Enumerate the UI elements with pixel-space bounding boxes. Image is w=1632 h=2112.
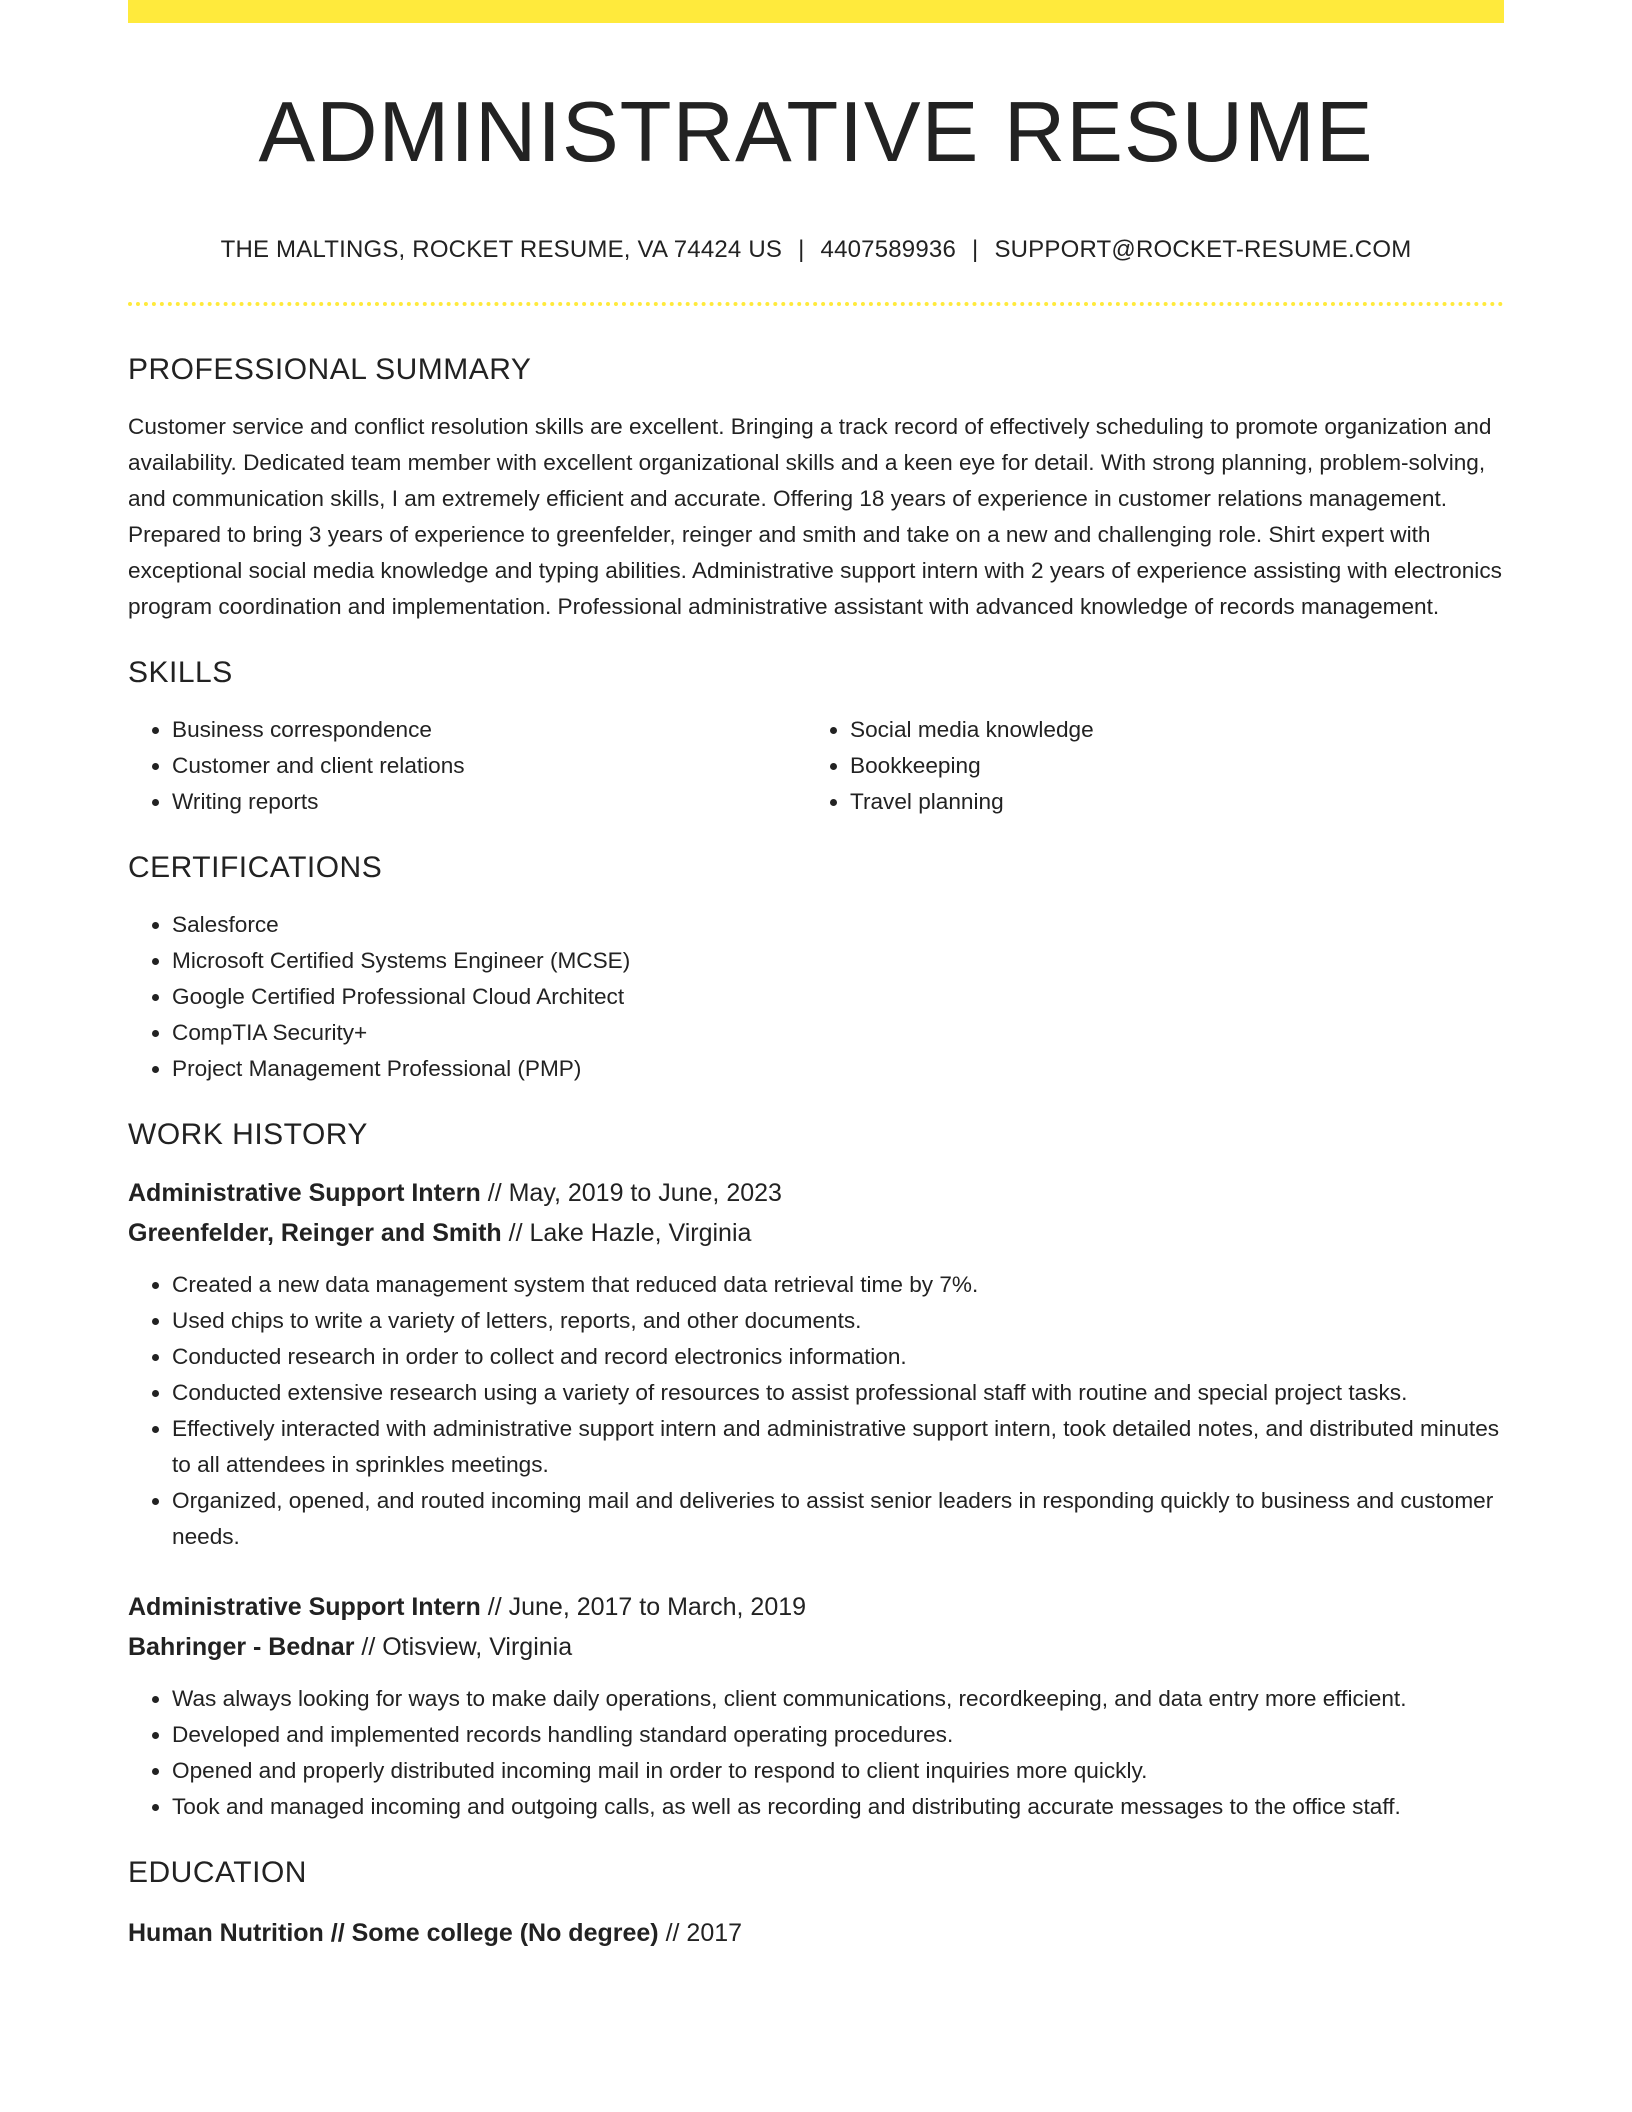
- education-line: [128, 1913, 1504, 1953]
- address: THE MALTINGS, ROCKET RESUME, VA 74424 US: [220, 236, 783, 263]
- job-bullets: [128, 1681, 1504, 1825]
- summary-text: Customer service and conflict resolution skills are excellent. Bringing a track record of effectively scheduling to promote organization and availability. Dedicated team member with excellent organizational skills and a keen eye for detail. With strong planning, problem-solving, and communication skills, I am extremely efficient and accurate. Offering 18 years of experience in customer relations management. Prepared to bring 3 years of experience to greenfelder, reinger and smith and take on a new and challenging role. Shirt expert with exceptional social media knowledge and typing abilities. Administrative support intern with 2 years of experience assisting with electronics program coordination and implementation. Professional administrative assistant with advanced knowledge of records management.: [128, 414, 1502, 619]
- job-dates: // May, 2019 to June, 2023: [487, 1179, 782, 1207]
- job-bullet: • Effectively interacted with administrative support intern and administrative support intern, took detailed notes, and distributed minutes to all attendees in sprinkles meetings.: [172, 1411, 1504, 1483]
- job-role-line: [128, 1587, 1504, 1627]
- certification-item: • Microsoft Certified Systems Engineer (MCSE): [172, 943, 1504, 979]
- job-bullets: [128, 1267, 1504, 1555]
- phone: 4407589936: [820, 236, 956, 263]
- section-title-work-history: WORK HISTORY: [128, 1118, 368, 1151]
- job-bullet: • Used chips to write a variety of letters, reports, and other documents.: [172, 1303, 1504, 1339]
- skill-item: • Business correspondence: [172, 712, 806, 748]
- job-bullet: • Organized, opened, and routed incoming mail and deliveries to assist senior leaders in responding quickly to business and customer needs.: [172, 1483, 1504, 1555]
- job-role: Administrative Support Intern: [128, 1593, 481, 1621]
- job-entry: [128, 1587, 1504, 1825]
- section-title-skills: SKILLS: [128, 656, 233, 689]
- certification-item: • Salesforce: [172, 907, 1504, 943]
- job-bullet: • Created a new data management system that reduced data retrieval time by 7%.: [172, 1267, 1504, 1303]
- job-bullet: • Took and managed incoming and outgoing calls, as well as recording and distributing accurate messages to the office staff.: [172, 1789, 1504, 1825]
- email: SUPPORT@ROCKET-RESUME.COM: [994, 236, 1412, 263]
- education-year: // 2017: [665, 1919, 743, 1947]
- job-dates: // June, 2017 to March, 2019: [487, 1593, 807, 1621]
- job-company: Bahringer - Bednar: [128, 1633, 355, 1661]
- job-company-line: [128, 1213, 1504, 1253]
- skills-column-right: [806, 712, 1484, 820]
- job-bullet: • Was always looking for ways to make daily operations, client communications, recordkeeping, and data entry more efficient.: [172, 1681, 1504, 1717]
- top-accent-bar: [128, 0, 1504, 23]
- job-location: // Lake Hazle, Virginia: [508, 1219, 752, 1247]
- certification-item: • Project Management Professional (PMP): [172, 1051, 1504, 1087]
- skills-column-left: [128, 712, 806, 820]
- job-location: // Otisview, Virginia: [361, 1633, 573, 1661]
- certification-item: • Google Certified Professional Cloud Architect: [172, 979, 1504, 1015]
- contact-separator: |: [972, 236, 979, 263]
- dotted-divider: [128, 302, 1504, 306]
- resume-title: ADMINISTRATIVE RESUME: [258, 85, 1374, 180]
- job-entry: [128, 1173, 1504, 1555]
- skill-item: • Social media knowledge: [850, 712, 1484, 748]
- section-title-education: EDUCATION: [128, 1856, 307, 1889]
- skill-item: • Customer and client relations: [172, 748, 806, 784]
- job-bullet: • Conducted research in order to collect and record electronics information.: [172, 1339, 1504, 1375]
- skill-item: • Bookkeeping: [850, 748, 1484, 784]
- contact-line: [128, 235, 1504, 265]
- education-degree: Human Nutrition // Some college (No degree): [128, 1919, 659, 1947]
- job-bullet: • Conducted extensive research using a variety of resources to assist professional staff with routine and special project tasks.: [172, 1375, 1504, 1411]
- certifications-list: [128, 907, 1504, 1087]
- skills-grid: [128, 712, 1504, 820]
- job-bullet: • Opened and properly distributed incoming mail in order to respond to client inquiries more quickly.: [172, 1753, 1504, 1789]
- resume-page: [128, 0, 1504, 1953]
- job-company: Greenfelder, Reinger and Smith: [128, 1219, 502, 1247]
- job-company-line: [128, 1627, 1504, 1667]
- section-title-summary: PROFESSIONAL SUMMARY: [128, 353, 532, 386]
- skill-item: • Writing reports: [172, 784, 806, 820]
- section-title-certifications: CERTIFICATIONS: [128, 851, 383, 884]
- job-bullet: • Developed and implemented records handling standard operating procedures.: [172, 1717, 1504, 1753]
- contact-separator: |: [798, 236, 805, 263]
- certification-item: • CompTIA Security+: [172, 1015, 1504, 1051]
- skill-item: • Travel planning: [850, 784, 1484, 820]
- job-role: Administrative Support Intern: [128, 1179, 481, 1207]
- job-role-line: [128, 1173, 1504, 1213]
